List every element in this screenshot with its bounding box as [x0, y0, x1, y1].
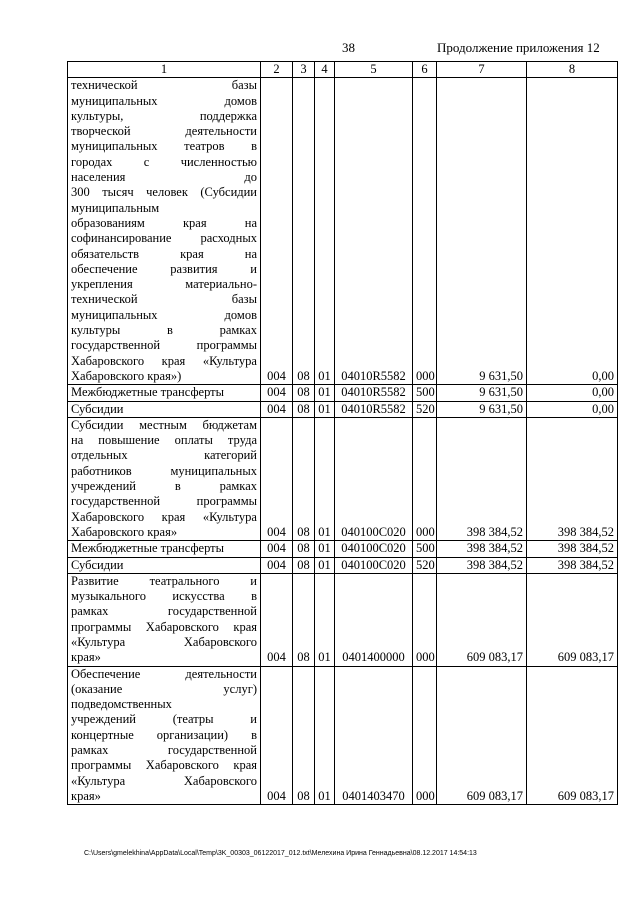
description-line: Субсидии местным бюджетам	[71, 417, 257, 432]
description-line: обязательств края на	[71, 246, 257, 261]
column-header-6: 6	[413, 62, 437, 78]
section-code: 08	[293, 666, 315, 805]
description-line: культуры в рамках	[71, 323, 257, 338]
admin-code: 004	[261, 78, 293, 385]
page-number: 38	[342, 40, 355, 55]
table-row	[68, 417, 618, 540]
amount-col7: 398 384,52	[437, 557, 527, 573]
table-body	[68, 78, 618, 805]
description-line: культуры, поддержка	[71, 108, 257, 123]
description-line: Межбюджетные трансферты	[71, 385, 225, 400]
subsection-code: 01	[315, 573, 335, 666]
expense-type-code: 520	[413, 557, 437, 573]
section-code: 08	[293, 417, 315, 540]
subsection-code: 01	[315, 417, 335, 540]
expense-type-code: 000	[413, 78, 437, 385]
description-line: образованиям края на	[71, 215, 257, 230]
description-line: Субсидии	[71, 401, 124, 416]
column-header-4: 4	[315, 62, 335, 78]
amount-col7: 609 083,17	[437, 573, 527, 666]
description-line: муниципальным	[71, 200, 160, 215]
column-header-3: 3	[293, 62, 315, 78]
row-description	[68, 385, 261, 401]
admin-code: 004	[261, 573, 293, 666]
description-line: на повышение оплаты труда	[71, 433, 257, 448]
row-description	[68, 557, 261, 573]
expense-type-code: 000	[413, 666, 437, 805]
description-line: государственной программы	[71, 338, 257, 353]
amount-col7: 9 631,50	[437, 401, 527, 417]
table-row	[68, 573, 618, 666]
table-row	[68, 557, 618, 573]
table-row	[68, 666, 618, 805]
amount-col8: 398 384,52	[527, 541, 618, 557]
subsection-code: 01	[315, 78, 335, 385]
subsection-code: 01	[315, 385, 335, 401]
section-code: 08	[293, 557, 315, 573]
amount-col8: 0,00	[527, 385, 618, 401]
description-line: государственной программы	[71, 494, 257, 509]
amount-col7: 9 631,50	[437, 385, 527, 401]
description-line: концертные организации) в	[71, 727, 257, 742]
description-line: Обеспечение деятельности	[71, 666, 257, 681]
amount-col7: 9 631,50	[437, 78, 527, 385]
description-line: населения до	[71, 170, 257, 185]
description-line: Хабаровского края»)	[71, 368, 182, 383]
admin-code: 004	[261, 417, 293, 540]
description-line: учреждений в рамках	[71, 479, 257, 494]
description-line: «Культура Хабаровского	[71, 773, 257, 788]
admin-code: 004	[261, 557, 293, 573]
section-code: 08	[293, 541, 315, 557]
description-line: программы Хабаровского края	[71, 758, 257, 773]
section-code: 08	[293, 573, 315, 666]
row-description	[68, 417, 261, 540]
description-line: музыкального искусства в	[71, 589, 257, 604]
description-line: 300 тысяч человек (Субсидии	[71, 185, 257, 200]
column-header-5: 5	[335, 62, 413, 78]
admin-code: 004	[261, 401, 293, 417]
description-line: края»	[71, 788, 101, 803]
amount-col8: 0,00	[527, 78, 618, 385]
target-article-code: 0401403470	[335, 666, 413, 805]
amount-col7: 609 083,17	[437, 666, 527, 805]
subsection-code: 01	[315, 557, 335, 573]
description-line: рамках государственной	[71, 604, 257, 619]
expense-type-code: 500	[413, 385, 437, 401]
description-line: Субсидии	[71, 557, 124, 572]
description-line: городах с численностью	[71, 154, 257, 169]
section-code: 08	[293, 78, 315, 385]
subsection-code: 01	[315, 541, 335, 557]
description-line: муниципальных театров в	[71, 139, 257, 154]
row-description	[68, 78, 261, 385]
description-line: «Культура Хабаровского	[71, 634, 257, 649]
footer-file-path: C:\Users\gmelekhina\AppData\Local\Temp\3K_00303_06122017_012.txt\Мелехина Ирина Геннадьевна\08.12.2017 14:54:13	[84, 850, 477, 857]
row-description	[68, 541, 261, 557]
description-line: Хабаровского края «Культура	[71, 353, 257, 368]
description-line: Хабаровского края «Культура	[71, 509, 257, 524]
column-header-1: 1	[68, 62, 261, 78]
amount-col7: 398 384,52	[437, 541, 527, 557]
target-article-code: 04010R5582	[335, 385, 413, 401]
description-line: рамках государственной	[71, 743, 257, 758]
target-article-code: 040100С020	[335, 417, 413, 540]
amount-col7: 398 384,52	[437, 417, 527, 540]
description-line: отдельных категорий	[71, 448, 257, 463]
description-line: края»	[71, 650, 101, 665]
column-header-7: 7	[437, 62, 527, 78]
section-code: 08	[293, 401, 315, 417]
description-line: творческой деятельности	[71, 124, 257, 139]
description-line: подведомственных	[71, 697, 172, 712]
description-line: софинансирование расходных	[71, 231, 257, 246]
row-description	[68, 401, 261, 417]
target-article-code: 04010R5582	[335, 78, 413, 385]
admin-code: 004	[261, 541, 293, 557]
description-line: Развитие театрального и	[71, 573, 257, 588]
row-description	[68, 573, 261, 666]
amount-col8: 609 083,17	[527, 573, 618, 666]
subsection-code: 01	[315, 401, 335, 417]
expense-type-code: 000	[413, 573, 437, 666]
admin-code: 004	[261, 666, 293, 805]
row-description	[68, 666, 261, 805]
target-article-code: 0401400000	[335, 573, 413, 666]
expense-type-code: 500	[413, 541, 437, 557]
description-line: (оказание услуг)	[71, 681, 257, 696]
description-line: технической базы	[71, 78, 257, 93]
expense-type-code: 520	[413, 401, 437, 417]
expense-type-code: 000	[413, 417, 437, 540]
description-line: укрепления материально-	[71, 277, 257, 292]
description-line: Межбюджетные трансферты	[71, 541, 225, 556]
column-header-2: 2	[261, 62, 293, 78]
section-code: 08	[293, 385, 315, 401]
column-header-8: 8	[527, 62, 618, 78]
description-line: работников муниципальных	[71, 463, 257, 478]
description-line: технической базы	[71, 292, 257, 307]
description-line: Хабаровского края»	[71, 524, 178, 539]
amount-col8: 609 083,17	[527, 666, 618, 805]
target-article-code: 040100С020	[335, 557, 413, 573]
admin-code: 004	[261, 385, 293, 401]
continuation-label: Продолжение приложения 12	[437, 40, 600, 55]
description-line: обеспечение развития и	[71, 261, 257, 276]
table-row	[68, 78, 618, 385]
subsection-code: 01	[315, 666, 335, 805]
table-row	[68, 401, 618, 417]
description-line: программы Хабаровского края	[71, 619, 257, 634]
target-article-code: 040100С020	[335, 541, 413, 557]
description-line: муниципальных домов	[71, 307, 257, 322]
description-line: муниципальных домов	[71, 93, 257, 108]
amount-col8: 398 384,52	[527, 417, 618, 540]
description-line: учреждений (театры и	[71, 712, 257, 727]
amount-col8: 0,00	[527, 401, 618, 417]
budget-table	[67, 61, 618, 805]
table-row	[68, 541, 618, 557]
table-row	[68, 385, 618, 401]
target-article-code: 04010R5582	[335, 401, 413, 417]
amount-col8: 398 384,52	[527, 557, 618, 573]
column-number-row	[68, 62, 618, 78]
